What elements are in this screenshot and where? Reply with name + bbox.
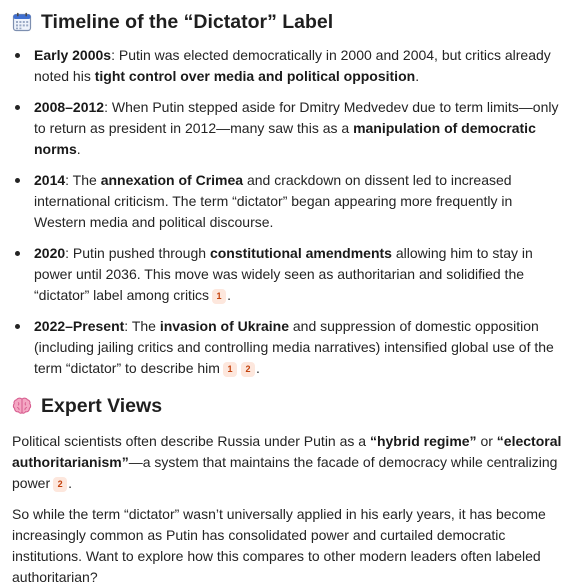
item-text: . bbox=[255, 360, 260, 376]
item-text: . bbox=[415, 68, 420, 84]
timeline-heading bbox=[12, 9, 563, 35]
item-text: and crackdown on dissent led to increased international criticism. The term “dictator” began appearing more frequently in Western media and political discourse. bbox=[34, 172, 513, 230]
item-text: : The bbox=[65, 172, 101, 188]
calendar-icon bbox=[12, 12, 32, 32]
item-emphasis: manipulation of democratic norms bbox=[34, 120, 536, 157]
list-item bbox=[12, 45, 563, 87]
para-text: . bbox=[68, 475, 73, 491]
citation-badge[interactable]: 1 bbox=[223, 362, 237, 377]
expert-paragraph bbox=[12, 431, 563, 494]
item-label: 2020 bbox=[34, 245, 66, 261]
summary-paragraph: So while the term “dictator” wasn’t universally applied in his early years, it has become increasingly common as Putin has consolidated power and curtailed democratic institutions. Want to explore how this compares to other modern leaders often labeled authoritarian? bbox=[12, 506, 546, 584]
item-text: : Putin pushed through bbox=[65, 245, 210, 261]
item-text: and suppression of domestic opposition (including jailing critics and controlling media narratives) intensified global use of the term “dictator” to describe him bbox=[34, 318, 554, 376]
citation-badge[interactable]: 1 bbox=[212, 289, 226, 304]
citation-badge[interactable]: 2 bbox=[53, 477, 67, 492]
list-item bbox=[12, 170, 563, 233]
item-emphasis: tight control over media and political opposition bbox=[94, 68, 416, 84]
para-text: or bbox=[476, 433, 497, 449]
item-text: : Putin was elected democratically in 2000 and 2004, but critics already noted his bbox=[34, 47, 551, 84]
list-item bbox=[12, 243, 563, 306]
expert-heading bbox=[12, 393, 563, 419]
item-text: : The bbox=[124, 318, 160, 334]
item-emphasis: invasion of Ukraine bbox=[159, 318, 289, 334]
item-label: Early 2000s bbox=[34, 47, 112, 63]
item-text: : When Putin stepped aside for Dmitry Medvedev due to term limits—only to return as president in 2012—many saw this as a bbox=[34, 99, 559, 136]
para-text: Political scientists often describe Russia under Putin as a bbox=[12, 433, 370, 449]
expert-heading-text: Expert Views bbox=[41, 395, 163, 417]
list-item bbox=[12, 316, 563, 379]
item-label: 2008–2012 bbox=[34, 99, 105, 115]
item-text: allowing him to stay in power until 2036. This move was widely seen as authoritarian and solidified the “dictator” label among critics bbox=[34, 245, 533, 303]
bullet-dot bbox=[15, 324, 20, 329]
timeline-list bbox=[12, 45, 563, 379]
list-item bbox=[12, 97, 563, 160]
timeline-heading-text: Timeline of the “Dictator” Label bbox=[41, 11, 334, 33]
bullet-dot bbox=[15, 251, 20, 256]
item-label: 2022–Present bbox=[34, 318, 125, 334]
citation-badge[interactable]: 2 bbox=[241, 362, 255, 377]
bullet-dot bbox=[15, 53, 20, 58]
bullet-dot bbox=[15, 178, 20, 183]
item-emphasis: constitutional amendments bbox=[209, 245, 392, 261]
para-emphasis: “hybrid regime” bbox=[369, 433, 477, 449]
para-emphasis: “electoral authoritarianism” bbox=[12, 433, 562, 470]
brain-icon bbox=[12, 396, 32, 416]
item-text: . bbox=[227, 287, 231, 303]
item-emphasis: annexation of Crimea bbox=[100, 172, 244, 188]
item-text: . bbox=[76, 141, 81, 157]
item-label: 2014 bbox=[34, 172, 66, 188]
para-text: —a system that maintains the facade of democracy while centralizing power bbox=[12, 454, 558, 491]
bullet-dot bbox=[15, 105, 20, 110]
